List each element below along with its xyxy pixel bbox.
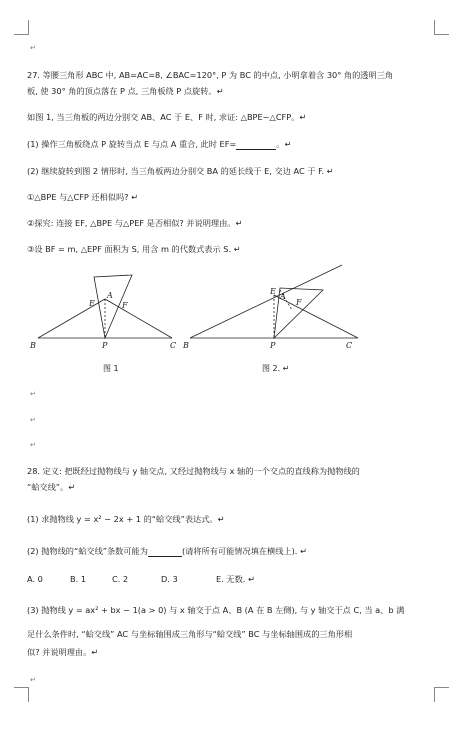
crop-mark-top-right (434, 20, 449, 35)
crop-mark-bottom-left (14, 687, 29, 702)
fig1-caption: 图 1 (103, 364, 119, 373)
fig1-label-b: B (30, 341, 36, 350)
q28-part1: (1) 求抛物线 y = x² − 2x + 1 的“蛤交线”表达式。↵ (27, 514, 225, 524)
crop-mark-bottom-right (434, 687, 449, 702)
answer-blank (236, 141, 276, 150)
fig2-label-a: A (280, 292, 286, 301)
q28-part3-line2: 足什么条件时, “蛤交线” AC 与坐标轴围成三角形与“蛤交线” BC 与坐标轴围成的三角形相 (27, 629, 353, 639)
fig2-side-ba-extended (190, 265, 342, 338)
option-c: C. 2 (112, 574, 129, 584)
fig2-label-c: C (346, 341, 353, 350)
q27-part2-b: ②探究: 连接 EF, △BPE 与△PEF 是否相似? 并说明理由。↵ (27, 218, 243, 228)
q27-part2-a: ①△BPE 与△CFP 还相似吗? ↵ (27, 192, 138, 202)
fig2-label-f: F (296, 298, 302, 307)
q27-fig1-intro: 如图 1, 当三角板的两边分别交 AB、AC 于 E、F 时, 求证: △BPE∽△CFP。↵ (27, 112, 307, 122)
q27-part2: (2) 继续旋转到图 2 情形时, 当三角板两边分别交 BA 的延长线于 E, 交边 AC 于 F. ↵ (27, 166, 334, 176)
fig2-label-b: B (183, 341, 189, 350)
answer-blank (148, 548, 182, 557)
option-a: A. 0 (27, 574, 43, 584)
q27-stem-line2: 板, 使 30° 角的顶点落在 P 点, 三角板绕 P 点旋转。↵ (27, 86, 224, 96)
q28-part3-line3: 似? 并说明理由。↵ (27, 647, 99, 657)
q27-part2-c: ③设 BF = m, △EPF 面积为 S, 用含 m 的代数式表示 S. ↵ (27, 244, 241, 254)
q27-part1-text: (1) 操作三角板绕点 P 旋转当点 E 与点 A 重合, 此时 EF= (27, 139, 237, 149)
fig1-label-p: P (102, 341, 108, 350)
fig1-label-f: F (122, 301, 128, 310)
fig2-caption: 图 2. ↵ (262, 364, 290, 373)
q27-part1 (27, 139, 443, 150)
crop-mark-top-left (14, 20, 29, 35)
paragraph-mark: ↵ (30, 416, 36, 424)
paragraph-mark: ↵ (30, 441, 36, 449)
option-d: D. 3 (161, 574, 178, 584)
q27-figures (30, 262, 353, 350)
q28-definition-line2: “蛤交线”。↵ (27, 482, 76, 492)
fig1-side-ab (38, 299, 105, 338)
q28-options (27, 574, 443, 585)
q28-part2-text: (2) 抛物线的“蛤交线”条数可能为 (27, 546, 148, 556)
fig2-label-p: P (270, 341, 276, 350)
option-b: B. 1 (70, 574, 87, 584)
fig1-label-a: A (107, 291, 113, 300)
q28-part2-end: (请将所有可能情况填在横线上). ↵ (181, 546, 307, 556)
fig1-side-ac (105, 299, 172, 338)
paragraph-mark: ↵ (30, 676, 36, 684)
option-e: E. 无数. ↵ (216, 574, 255, 584)
q28-part2 (27, 546, 443, 557)
paragraph-mark: ↵ (30, 390, 36, 398)
figure-1 (38, 275, 172, 338)
fig1-label-e: E (89, 299, 95, 308)
q28-definition-line1: 28. 定义: 把既经过抛物线与 y 轴交点, 又经过抛物线与 x 轴的一个交点的直线称为抛物线的 (27, 466, 360, 476)
q28-part3-line1: (3) 抛物线 y = ax² + bx − 1(a > 0) 与 x 轴交于点 A、B (A 在 B 左侧), 与 y 轴交于点 C, 当 a、b 满 (27, 605, 405, 615)
q27-stem-line1: 27. 等腰三角形 ABC 中, AB=AC=8, ∠BAC=120°, P 为 BC 的中点, 小明拿着含 30° 角的透明三角 (27, 70, 394, 80)
figure-2 (190, 265, 358, 338)
paragraph-mark: ↵ (30, 44, 36, 52)
fig1-label-c: C (170, 341, 177, 350)
fig2-label-e: E (270, 287, 276, 296)
q27-part1-end: 。↵ (276, 139, 292, 149)
